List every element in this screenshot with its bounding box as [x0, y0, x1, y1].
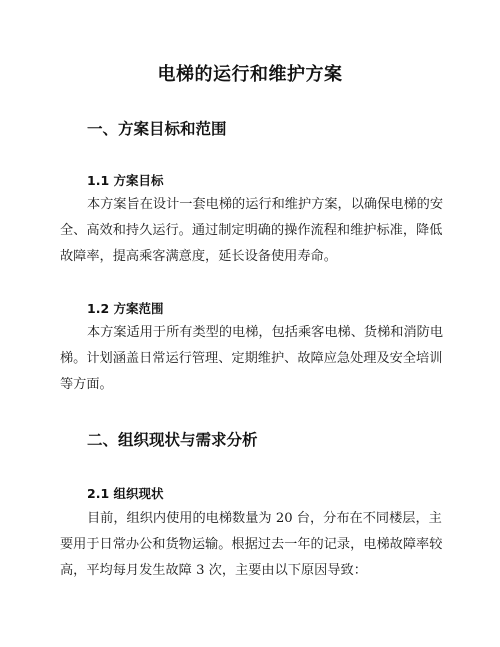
- paragraph-scope: [60, 320, 444, 398]
- paragraph-line: 等方面。: [60, 377, 113, 392]
- paragraph-line: 本方案适用于所有类型的电梯，包括乘客电梯、货梯和消防电: [87, 325, 444, 340]
- section-heading-goals-scope: 一、方案目标和范围: [87, 120, 227, 138]
- paragraph-line: 梯。计划涵盖日常运行管理、定期维护、故障应急处理及安全培训: [60, 351, 443, 366]
- subsection-heading-scope: 1.2 方案范围: [87, 301, 164, 316]
- section-heading-status-needs: 二、组织现状与需求分析: [87, 431, 258, 449]
- paragraph-line: 目前，组织内使用的电梯数量为 20 台，分布在不同楼层，主: [87, 511, 442, 526]
- subsection-heading-goals: 1.1 方案目标: [87, 173, 164, 188]
- paragraph-line: 本方案旨在设计一套电梯的运行和维护方案，以确保电梯的安: [87, 197, 444, 212]
- document-title: 电梯的运行和维护方案: [157, 64, 343, 85]
- subsection-heading-status: 2.1 组织现状: [87, 486, 164, 501]
- paragraph-line: 高，平均每月发生故障 3 次，主要由以下原因导致：: [60, 563, 367, 578]
- paragraph-status: [60, 506, 443, 584]
- paragraph-line: 要用于日常办公和货物运输。根据过去一年的记录，电梯故障率较: [60, 537, 443, 552]
- paragraph-line: 全、高效和持久运行。通过制定明确的操作流程和维护标准，降低: [60, 223, 443, 238]
- paragraph-goals: [60, 192, 444, 270]
- paragraph-line: 故障率，提高乘客满意度，延长设备使用寿命。: [60, 249, 337, 264]
